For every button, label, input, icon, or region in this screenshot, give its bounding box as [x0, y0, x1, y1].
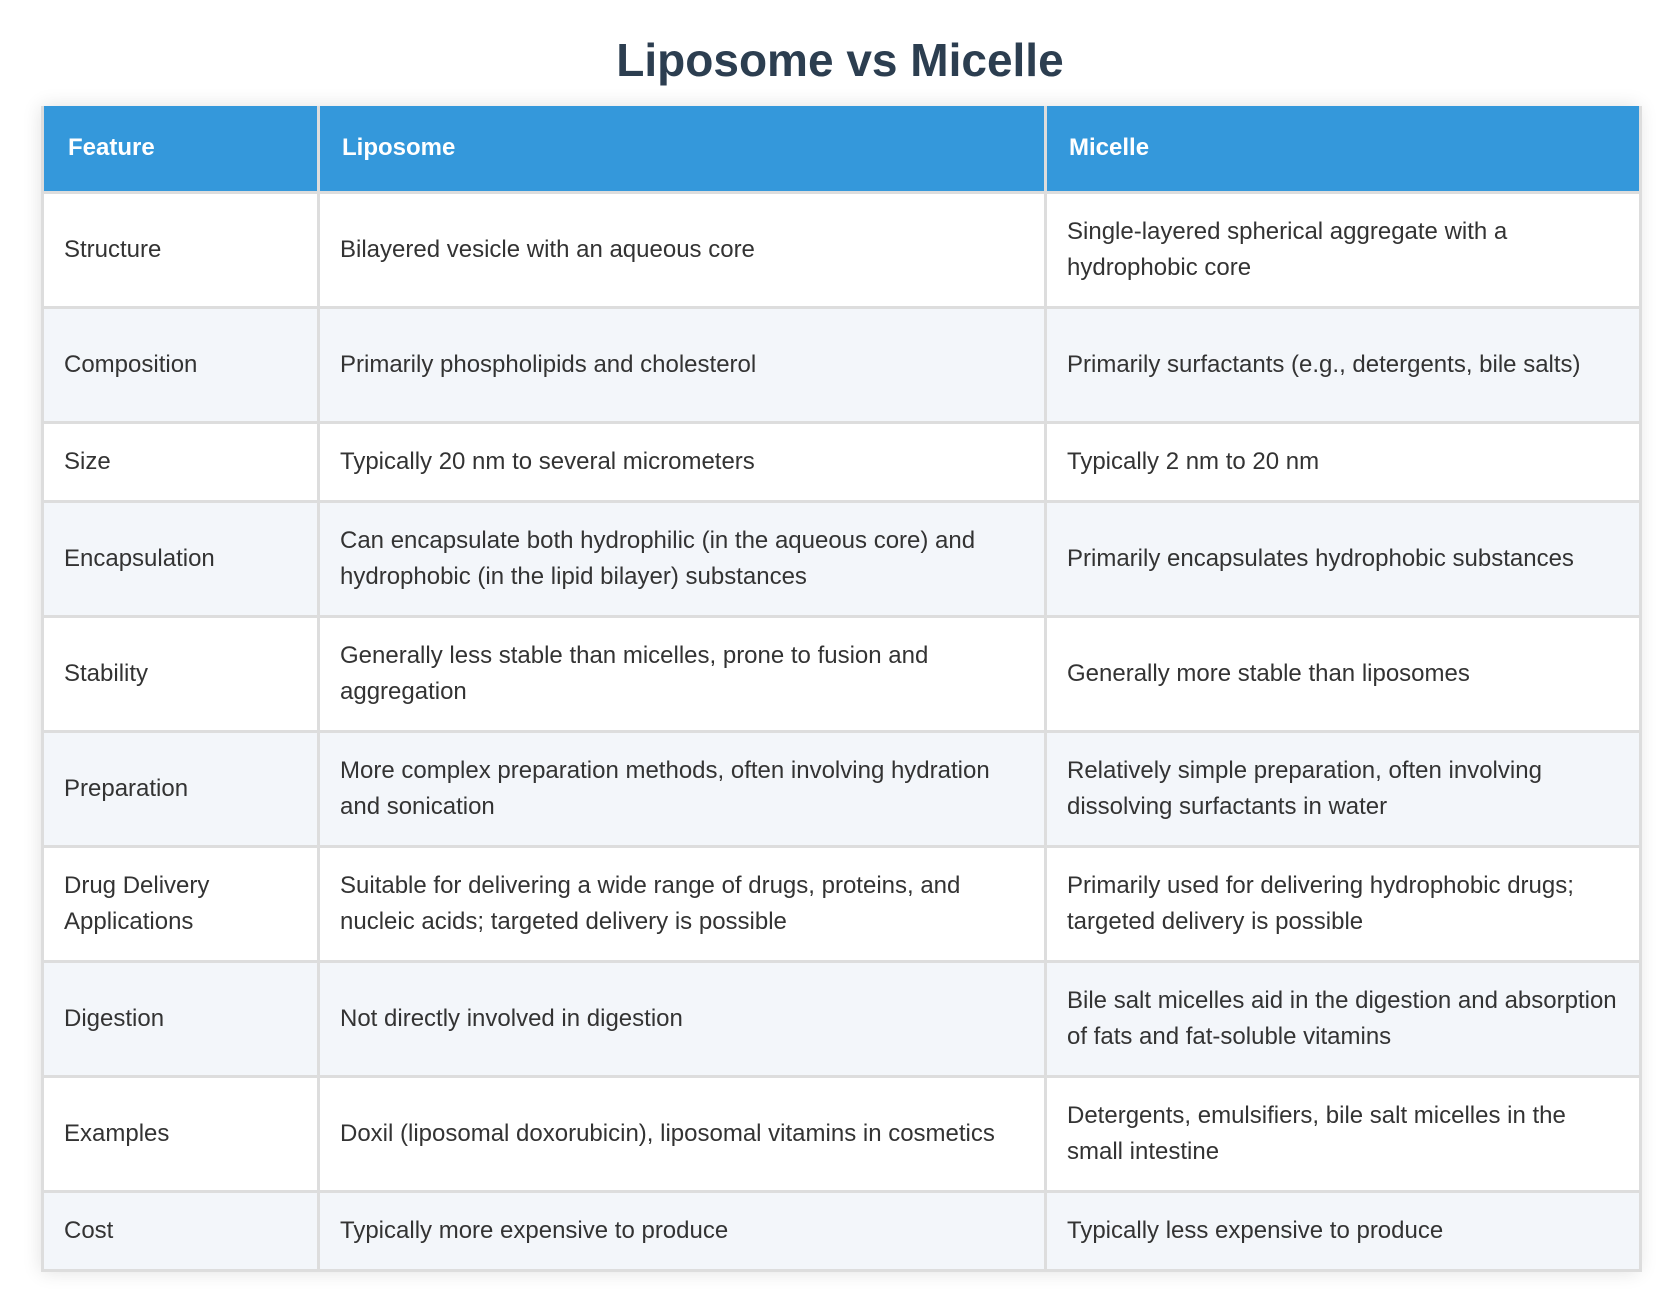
cell-feature: Drug Delivery Applications	[43, 846, 319, 961]
cell-micelle: Primarily surfactants (e.g., detergents, bile salts)	[1046, 307, 1641, 422]
cell-liposome: Generally less stable than micelles, prone to fusion and aggregation	[319, 616, 1046, 731]
cell-liposome: Typically more expensive to produce	[319, 1191, 1046, 1270]
cell-micelle: Primarily used for delivering hydrophobic drugs; targeted delivery is possible	[1046, 846, 1641, 961]
cell-micelle: Single-layered spherical aggregate with a hydrophobic core	[1046, 192, 1641, 307]
table-row	[43, 1076, 1641, 1191]
header-micelle: Micelle	[1046, 106, 1641, 192]
cell-liposome: More complex preparation methods, often involving hydration and sonication	[319, 731, 1046, 846]
table-row	[43, 501, 1641, 616]
table-row	[43, 422, 1641, 501]
cell-liposome: Not directly involved in digestion	[319, 961, 1046, 1076]
cell-micelle: Relatively simple preparation, often involving dissolving surfactants in water	[1046, 731, 1641, 846]
cell-feature: Examples	[43, 1076, 319, 1191]
cell-liposome: Typically 20 nm to several micrometers	[319, 422, 1046, 501]
cell-liposome: Bilayered vesicle with an aqueous core	[319, 192, 1046, 307]
cell-liposome: Can encapsulate both hydrophilic (in the aqueous core) and hydrophobic (in the lipid bilayer) substances	[319, 501, 1046, 616]
cell-liposome: Doxil (liposomal doxorubicin), liposomal vitamins in cosmetics	[319, 1076, 1046, 1191]
table-container	[41, 106, 1639, 1272]
cell-feature: Preparation	[43, 731, 319, 846]
table-row	[43, 192, 1641, 307]
cell-feature: Composition	[43, 307, 319, 422]
header-feature: Feature	[43, 106, 319, 192]
header-liposome: Liposome	[319, 106, 1046, 192]
cell-feature: Stability	[43, 616, 319, 731]
cell-feature: Structure	[43, 192, 319, 307]
comparison-table	[41, 106, 1642, 1272]
page-title: Liposome vs Micelle	[616, 34, 1064, 86]
cell-feature: Cost	[43, 1191, 319, 1270]
cell-micelle: Generally more stable than liposomes	[1046, 616, 1641, 731]
cell-micelle: Detergents, emulsifiers, bile salt micelles in the small intestine	[1046, 1076, 1641, 1191]
table-row	[43, 846, 1641, 961]
table-row	[43, 961, 1641, 1076]
cell-feature: Digestion	[43, 961, 319, 1076]
cell-liposome: Suitable for delivering a wide range of drugs, proteins, and nucleic acids; targeted delivery is possible	[319, 846, 1046, 961]
cell-micelle: Primarily encapsulates hydrophobic substances	[1046, 501, 1641, 616]
table-row	[43, 307, 1641, 422]
cell-micelle: Typically less expensive to produce	[1046, 1191, 1641, 1270]
cell-liposome: Primarily phospholipids and cholesterol	[319, 307, 1046, 422]
table-row	[43, 616, 1641, 731]
table-row	[43, 1191, 1641, 1270]
table-row	[43, 731, 1641, 846]
cell-feature: Size	[43, 422, 319, 501]
cell-feature: Encapsulation	[43, 501, 319, 616]
table-header-row	[43, 106, 1641, 192]
cell-micelle: Typically 2 nm to 20 nm	[1046, 422, 1641, 501]
cell-micelle: Bile salt micelles aid in the digestion and absorption of fats and fat-soluble vitamins	[1046, 961, 1641, 1076]
